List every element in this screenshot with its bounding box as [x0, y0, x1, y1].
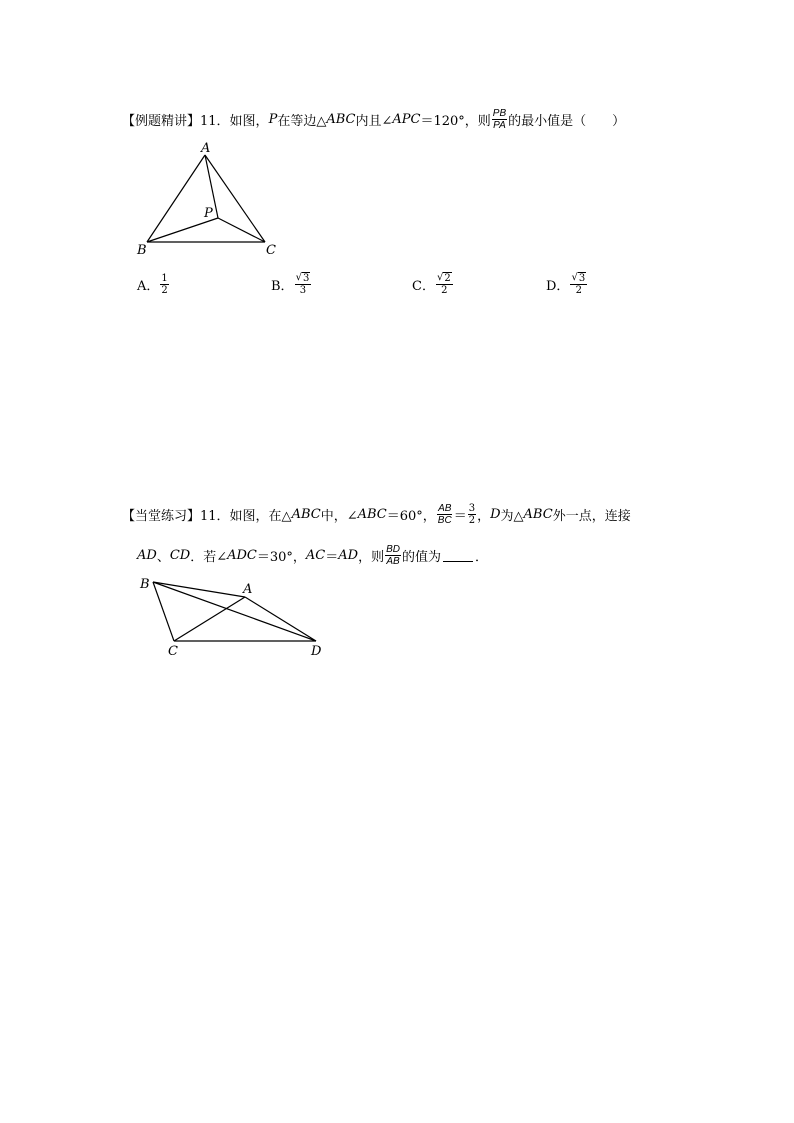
q2-point-d: D — [490, 506, 501, 522]
q2-equals: ＝ — [453, 508, 467, 524]
q1-point-p: P — [268, 111, 278, 127]
q2-segment-cd: CD — [169, 547, 191, 563]
q1-option-b-denominator: 3 — [299, 285, 307, 296]
q1-text-3: ＝120°，则 — [420, 113, 491, 129]
q2-separator: 、 — [156, 549, 170, 565]
q1-number: 11．如图， — [200, 113, 269, 129]
q2-text-2: ＝60°， — [386, 508, 436, 524]
q2-text-4: 为△ — [500, 508, 524, 524]
q1-option-a-numerator: 1 — [161, 272, 168, 284]
q2-ratio-ab: AB — [386, 555, 400, 567]
q2-ratio-value-denominator: 2 — [468, 514, 476, 526]
radical-sign: √ — [436, 272, 444, 283]
q2-label-d: D — [311, 644, 322, 659]
q2-triangle-abc-2: ABC — [523, 506, 553, 522]
radical-sign: √ — [571, 272, 578, 283]
q2-line2-text-4: 的值为 — [402, 549, 442, 565]
q2-segment-ba — [153, 582, 245, 597]
q1-option-d-denominator: 2 — [575, 285, 582, 296]
q1-tag: 【例题精讲】 — [122, 113, 201, 129]
q1-option-c-radicand: 2 — [444, 273, 451, 284]
q1-option-c-denominator: 2 — [441, 285, 448, 296]
q1-option-b-radicand: 3 — [302, 273, 310, 284]
q1-label-a: A — [201, 141, 211, 156]
q2-angle-adc: ADC — [227, 547, 257, 563]
radical-sign: √ — [295, 272, 302, 283]
q2-segment-bd — [153, 582, 316, 641]
q2-text-3: ， — [477, 508, 491, 524]
q2-ratio-denominator: BC — [437, 514, 452, 526]
q1-option-d-radicand: 3 — [578, 273, 586, 284]
q2-segment-ad-2: AD — [338, 547, 359, 563]
q1-angle-apc: APC — [392, 111, 421, 127]
q1-text-4: 的最小值是（ ） — [508, 113, 626, 129]
q1-label-b: B — [137, 243, 147, 258]
q2-label-c: C — [168, 644, 178, 659]
q2-segment-ca — [174, 597, 245, 641]
q1-label-p: P — [204, 206, 213, 221]
q2-ratio-bd: BD — [386, 543, 401, 555]
q1-fraction-numerator: PB — [492, 107, 507, 119]
q2-line2-end: ． — [475, 549, 489, 565]
q2-ratio-value-numerator: 3 — [468, 502, 476, 514]
q1-fraction-denominator: PA — [493, 119, 506, 131]
q1-option-d-label: D． — [546, 278, 570, 294]
q1-label-c: C — [266, 243, 276, 258]
q1-triangle-abc: ABC — [326, 111, 356, 127]
q2-label-b: B — [140, 577, 150, 592]
q2-tag: 【当堂练习】 — [122, 508, 201, 524]
q2-text-1: 中，∠ — [320, 508, 358, 524]
q2-text-5: 外一点，连接 — [552, 508, 631, 524]
q1-text-2: 内且∠ — [355, 113, 393, 129]
q1-option-a-denominator: 2 — [161, 284, 168, 296]
q1-option-c-label: C． — [412, 278, 435, 294]
q2-line2-text-2: ＝30°， — [256, 549, 306, 565]
q2-line2-equals: ＝ — [325, 549, 339, 565]
q1-text-1: 在等边△ — [277, 113, 327, 129]
q1-option-b-label: B． — [271, 278, 294, 294]
q2-triangle-abc: ABC — [291, 506, 321, 522]
q1-option-a-label: A． — [137, 278, 160, 294]
q2-line2-text-3: ，则 — [358, 549, 385, 565]
q2-segment-bc — [153, 582, 174, 641]
q2-label-a: A — [243, 582, 253, 597]
q2-segment-ac: AC — [305, 547, 326, 563]
q2-line2-text-1: ．若∠ — [190, 549, 228, 565]
q2-number: 11．如图，在△ — [200, 508, 292, 524]
q2-ratio-numerator: AB — [438, 502, 452, 514]
q2-angle-abc: ABC — [357, 506, 387, 522]
q2-segment-ad: AD — [137, 547, 157, 563]
